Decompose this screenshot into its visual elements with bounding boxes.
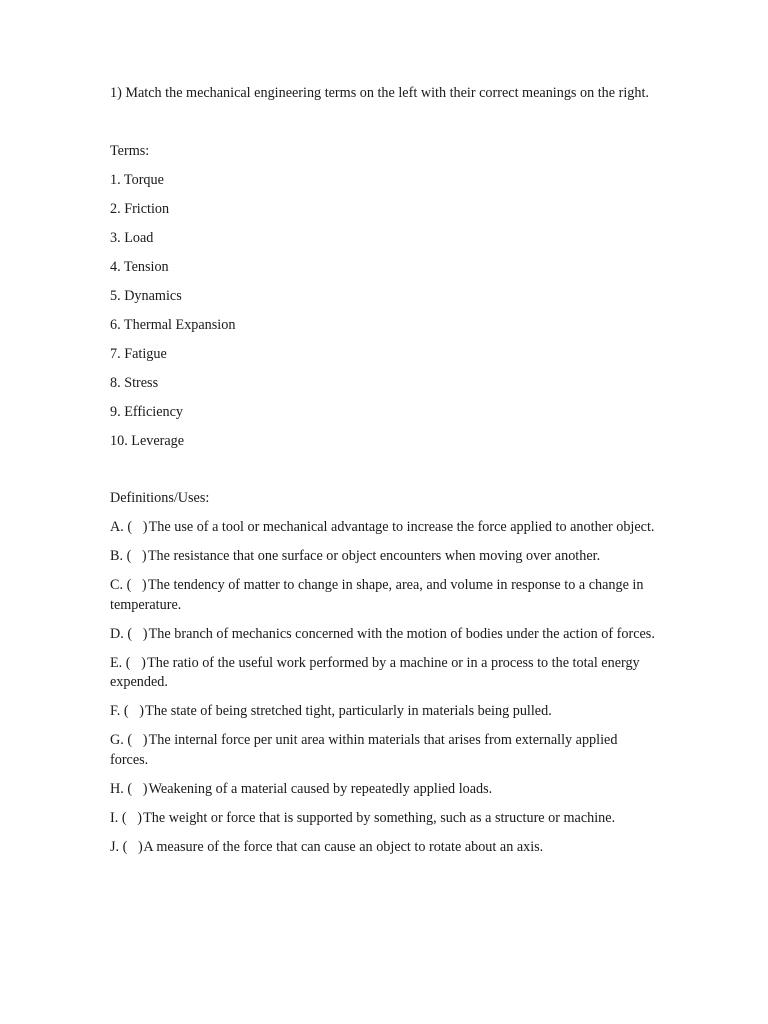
definition-letter: C.	[110, 577, 124, 593]
definition-item	[110, 547, 658, 567]
definition-letter: E.	[110, 654, 123, 671]
definition-letter: G.	[110, 732, 124, 748]
answer-blank[interactable]: ( )	[125, 654, 146, 671]
definition-letter: B.	[110, 548, 124, 564]
definition-letter: F.	[110, 703, 121, 719]
definition-text: The tendency of matter to change in shape, area, and volume in response to a change in temperature.	[110, 577, 644, 613]
definition-letter: H.	[110, 780, 124, 797]
term-item: 3. Load	[110, 229, 154, 246]
definition-item	[110, 518, 658, 538]
definition-text: The weight or force that is supported by something, such as a structure or machine.	[143, 809, 616, 826]
term-item: 6. Thermal Expansion	[110, 316, 236, 333]
definitions-heading: Definitions/Uses:	[110, 490, 210, 506]
term-item: 8. Stress	[110, 374, 159, 391]
answer-blank[interactable]: ( )	[127, 780, 148, 797]
definition-item	[110, 576, 658, 615]
definition-text: The resistance that one surface or object encounters when moving over another.	[147, 548, 601, 564]
term-item: 7. Fatigue	[110, 345, 167, 362]
answer-blank[interactable]: ( )	[127, 732, 148, 748]
definition-letter: I.	[110, 809, 119, 826]
term-item: 10. Leverage	[110, 432, 185, 449]
term-item: 9. Efficiency	[110, 403, 184, 420]
definition-item	[110, 809, 658, 829]
answer-blank[interactable]: ( )	[127, 519, 148, 535]
term-item: 2. Friction	[110, 200, 170, 217]
term-item: 4. Tension	[110, 258, 169, 275]
definition-item	[110, 780, 658, 800]
definition-letter: J.	[110, 838, 120, 855]
definition-text: The ratio of the useful work performed by a machine or in a process to the total energy expended.	[110, 654, 640, 690]
answer-blank[interactable]: ( )	[123, 703, 144, 719]
definition-item	[110, 625, 658, 645]
answer-blank[interactable]: ( )	[126, 548, 147, 564]
definition-text: The branch of mechanics concerned with the motion of bodies under the action of forces.	[148, 625, 655, 642]
definition-text: The internal force per unit area within materials that arises from externally applied forces.	[110, 732, 618, 768]
worksheet-page	[110, 84, 658, 857]
terms-heading: Terms:	[110, 142, 150, 159]
definition-item	[110, 838, 658, 858]
definition-item	[110, 731, 658, 770]
definition-letter: D.	[110, 625, 124, 642]
definition-text: A measure of the force that can cause an object to rotate about an axis.	[143, 838, 544, 855]
answer-blank[interactable]: ( )	[126, 577, 147, 593]
definition-text: Weakening of a material caused by repeatedly applied loads.	[148, 780, 493, 797]
definition-item	[110, 654, 658, 693]
definition-text: The state of being stretched tight, particularly in materials being pulled.	[145, 703, 552, 719]
answer-blank[interactable]: ( )	[122, 838, 143, 855]
answer-blank[interactable]: ( )	[121, 809, 142, 826]
question-prompt: 1) Match the mechanical engineering terms on the left with their correct meanings on the right.	[110, 85, 649, 101]
definition-item	[110, 702, 658, 722]
term-item: 1. Torque	[110, 171, 164, 188]
definition-letter: A.	[110, 519, 124, 535]
definition-text: The use of a tool or mechanical advantage to increase the force applied to another object.	[148, 519, 655, 535]
term-item: 5. Dynamics	[110, 287, 182, 304]
answer-blank[interactable]: ( )	[127, 625, 148, 642]
